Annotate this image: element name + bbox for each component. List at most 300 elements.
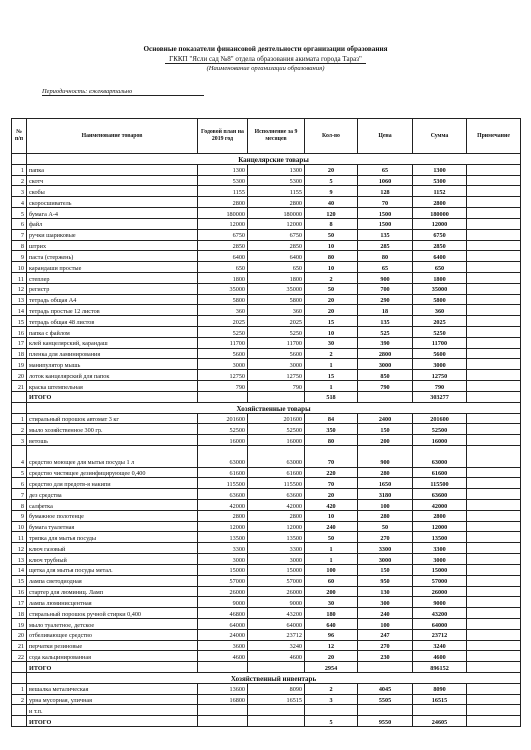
amount: 11700 — [413, 337, 467, 348]
annual-plan: 15000 — [198, 564, 248, 575]
note — [467, 694, 521, 705]
amount: 5600 — [413, 348, 467, 359]
item-name: карандаши простые — [27, 262, 198, 273]
quantity: 20 — [305, 305, 358, 316]
item-name: тетрадь простые 12 листов — [27, 305, 198, 316]
annual-plan: 3000 — [198, 554, 248, 565]
row-number: 12 — [12, 543, 27, 554]
note — [467, 608, 521, 619]
total-amount: 24605 — [413, 716, 467, 727]
item-name: сода кальцинированная — [27, 651, 198, 662]
execution-9m: 16515 — [248, 694, 305, 705]
quantity: 180 — [305, 608, 358, 619]
table-row — [12, 337, 521, 348]
row-number: 4 — [12, 197, 27, 208]
item-name: файл — [27, 218, 198, 229]
row-number: 1 — [12, 413, 27, 424]
note — [467, 272, 521, 283]
note — [467, 445, 521, 467]
amount: 6400 — [413, 251, 467, 262]
col-qty: Кол-во — [305, 119, 358, 154]
total-label: ИТОГО — [27, 391, 198, 402]
execution-9m: 13500 — [248, 532, 305, 543]
annual-plan: 24000 — [198, 629, 248, 640]
annual-plan: 16800 — [198, 694, 248, 705]
execution-9m: 115500 — [248, 478, 305, 489]
amount: 63000 — [413, 445, 467, 467]
item-name: перчатки резиновые — [27, 640, 198, 651]
item-name: средство чистящее дезинфицирующее 0,400 — [27, 467, 198, 478]
quantity: 10 — [305, 240, 358, 251]
quantity: 20 — [305, 489, 358, 500]
execution-9m: 650 — [248, 262, 305, 273]
note — [467, 564, 521, 575]
note — [467, 283, 521, 294]
unit-price: 300 — [358, 597, 413, 608]
execution-9m: 3000 — [248, 359, 305, 370]
unit-price: 80 — [358, 251, 413, 262]
unit-price: 5505 — [358, 694, 413, 705]
execution-9m: 23712 — [248, 629, 305, 640]
amount: 23712 — [413, 629, 467, 640]
unit-price: 270 — [358, 532, 413, 543]
section-header-row — [12, 673, 521, 684]
quantity: 3 — [305, 694, 358, 705]
quantity: 10 — [305, 327, 358, 338]
unit-price: 230 — [358, 651, 413, 662]
row-number: 9 — [12, 510, 27, 521]
row-number: 5 — [12, 467, 27, 478]
item-name: штрих — [27, 240, 198, 251]
row-number: 19 — [12, 618, 27, 629]
table-row — [12, 564, 521, 575]
table-header — [12, 119, 521, 154]
annual-plan: 46800 — [198, 608, 248, 619]
total-row — [12, 391, 521, 402]
table-row — [12, 197, 521, 208]
note — [467, 262, 521, 273]
amount: 1300 — [413, 164, 467, 175]
unit-price: 950 — [358, 575, 413, 586]
execution-9m: 43200 — [248, 608, 305, 619]
item-name: тетрадь общая 48 листов — [27, 316, 198, 327]
total-quantity: 2954 — [305, 662, 358, 673]
annual-plan: 2800 — [198, 510, 248, 521]
amount: 43200 — [413, 608, 467, 619]
unit-price: 247 — [358, 629, 413, 640]
table-row — [12, 316, 521, 327]
amount — [413, 705, 467, 716]
amount: 2800 — [413, 197, 467, 208]
note — [467, 705, 521, 716]
amount: 12000 — [413, 521, 467, 532]
table-row — [12, 597, 521, 608]
row-number: 8 — [12, 500, 27, 511]
row-number: 20 — [12, 370, 27, 381]
execution-9m: 5250 — [248, 327, 305, 338]
quantity: 5 — [305, 175, 358, 186]
execution-9m: 1300 — [248, 164, 305, 175]
execution-9m: 63000 — [248, 445, 305, 467]
table-row — [12, 489, 521, 500]
note — [467, 359, 521, 370]
quantity: 1 — [305, 381, 358, 392]
amount: 15000 — [413, 564, 467, 575]
quantity: 84 — [305, 413, 358, 424]
execution-9m: 61600 — [248, 467, 305, 478]
execution-9m: 12750 — [248, 370, 305, 381]
execution-9m: 3000 — [248, 554, 305, 565]
row-number: 15 — [12, 316, 27, 327]
unit-price: 150 — [358, 564, 413, 575]
row-number: 12 — [12, 283, 27, 294]
table-row — [12, 575, 521, 586]
annual-plan: 6750 — [198, 229, 248, 240]
item-name: мыло туалетное, детское — [27, 618, 198, 629]
execution-9m: 52500 — [248, 424, 305, 435]
note — [467, 413, 521, 424]
quantity: 9 — [305, 186, 358, 197]
execution-9m: 2025 — [248, 316, 305, 327]
item-name: салфетка — [27, 500, 198, 511]
item-name: бумага туалетная — [27, 521, 198, 532]
annual-plan: 790 — [198, 381, 248, 392]
amount: 9000 — [413, 597, 467, 608]
item-name: паста (стержень) — [27, 251, 198, 262]
table-row — [12, 618, 521, 629]
unit-price: 240 — [358, 608, 413, 619]
note — [467, 348, 521, 359]
table-row — [12, 586, 521, 597]
unit-price: 130 — [358, 586, 413, 597]
amount: 57000 — [413, 575, 467, 586]
amount: 5300 — [413, 175, 467, 186]
quantity: 240 — [305, 521, 358, 532]
row-number: 3 — [12, 186, 27, 197]
annual-plan: 5250 — [198, 327, 248, 338]
col-sum: Сумма — [413, 119, 467, 154]
item-name: ключ трубный — [27, 554, 198, 565]
amount: 790 — [413, 381, 467, 392]
annual-plan: 57000 — [198, 575, 248, 586]
row-number: 17 — [12, 337, 27, 348]
unit-price: 135 — [358, 229, 413, 240]
annual-plan: 650 — [198, 262, 248, 273]
annual-plan: 2025 — [198, 316, 248, 327]
annual-plan: 13600 — [198, 683, 248, 694]
annual-plan: 61600 — [198, 467, 248, 478]
item-name: манипулятор мышь — [27, 359, 198, 370]
note — [467, 597, 521, 608]
total-quantity: 518 — [305, 391, 358, 402]
row-number: 3 — [12, 435, 27, 446]
execution-9m: 11700 — [248, 337, 305, 348]
row-number: 11 — [12, 532, 27, 543]
quantity: 50 — [305, 229, 358, 240]
amount: 61600 — [413, 467, 467, 478]
table-row — [12, 500, 521, 511]
note — [467, 186, 521, 197]
unit-price: 3000 — [358, 359, 413, 370]
execution-9m: 57000 — [248, 575, 305, 586]
unit-price: 390 — [358, 337, 413, 348]
row-number: 13 — [12, 294, 27, 305]
quantity: 10 — [305, 262, 358, 273]
section-title: Хозяйственные товары — [27, 402, 521, 413]
quantity: 50 — [305, 532, 358, 543]
annual-plan: 115500 — [198, 478, 248, 489]
note — [467, 327, 521, 338]
execution-9m: 3240 — [248, 640, 305, 651]
item-name: стиральный порошок автомат 3 кг — [27, 413, 198, 424]
execution-9m: 12000 — [248, 218, 305, 229]
item-name: мыло хозяйственное 300 гр. — [27, 424, 198, 435]
execution-9m: 5300 — [248, 175, 305, 186]
table-row — [12, 305, 521, 316]
item-name: лампа светодиодная — [27, 575, 198, 586]
table-body — [12, 154, 521, 727]
unit-price: 900 — [358, 445, 413, 467]
table-row — [12, 327, 521, 338]
table-row — [12, 640, 521, 651]
item-name: дез средства — [27, 489, 198, 500]
note — [467, 640, 521, 651]
quantity: 96 — [305, 629, 358, 640]
section-title: Канцелярские товары — [27, 154, 521, 165]
total-quantity: 5 — [305, 716, 358, 727]
quantity: 30 — [305, 597, 358, 608]
unit-price: 100 — [358, 618, 413, 629]
row-number: 14 — [12, 305, 27, 316]
amount: 63600 — [413, 489, 467, 500]
table-row — [12, 229, 521, 240]
quantity: 220 — [305, 467, 358, 478]
table-row — [12, 251, 521, 262]
note — [467, 337, 521, 348]
annual-plan: 180000 — [198, 208, 248, 219]
execution-9m: 2800 — [248, 197, 305, 208]
unit-price: 135 — [358, 316, 413, 327]
execution-9m: 5600 — [248, 348, 305, 359]
table-row — [12, 435, 521, 446]
unit-price: 280 — [358, 467, 413, 478]
row-number: 1 — [12, 683, 27, 694]
item-name: щетка для мытья посуды метал. — [27, 564, 198, 575]
row-number: 16 — [12, 327, 27, 338]
unit-price: 270 — [358, 640, 413, 651]
row-number: 18 — [12, 608, 27, 619]
annual-plan: 3600 — [198, 640, 248, 651]
row-number: 14 — [12, 564, 27, 575]
quantity: 120 — [305, 208, 358, 219]
row-number: 17 — [12, 597, 27, 608]
table-row — [12, 532, 521, 543]
note — [467, 316, 521, 327]
table-row — [12, 478, 521, 489]
note — [467, 424, 521, 435]
annual-plan: 3300 — [198, 543, 248, 554]
item-name: скотч — [27, 175, 198, 186]
annual-plan: 12000 — [198, 521, 248, 532]
item-name: бумага А-4 — [27, 208, 198, 219]
row-number: 15 — [12, 575, 27, 586]
table-row — [12, 294, 521, 305]
item-name: урна мусорная, уличная — [27, 694, 198, 705]
table-row — [12, 683, 521, 694]
quantity: 2 — [305, 683, 358, 694]
unit-price: 850 — [358, 370, 413, 381]
row-number: 13 — [12, 554, 27, 565]
table-row — [12, 413, 521, 424]
unit-price: 150 — [358, 424, 413, 435]
annual-plan: 4600 — [198, 651, 248, 662]
note — [467, 197, 521, 208]
item-name: папка — [27, 164, 198, 175]
unit-price: 1650 — [358, 478, 413, 489]
item-name: папка с файлом — [27, 327, 198, 338]
table-row — [12, 348, 521, 359]
table-row — [12, 370, 521, 381]
table-row — [12, 629, 521, 640]
execution-9m — [248, 705, 305, 716]
unit-price: 1500 — [358, 208, 413, 219]
table-row — [12, 186, 521, 197]
unit-price: 525 — [358, 327, 413, 338]
unit-price: 4045 — [358, 683, 413, 694]
quantity — [305, 705, 358, 716]
note — [467, 251, 521, 262]
annual-plan: 52500 — [198, 424, 248, 435]
amount: 1152 — [413, 186, 467, 197]
note — [467, 381, 521, 392]
note — [467, 164, 521, 175]
table-row — [12, 240, 521, 251]
note — [467, 489, 521, 500]
amount: 3300 — [413, 543, 467, 554]
amount: 2800 — [413, 510, 467, 521]
quantity: 12 — [305, 640, 358, 651]
table-row — [12, 272, 521, 283]
table-row — [12, 381, 521, 392]
amount: 26000 — [413, 586, 467, 597]
annual-plan: 3000 — [198, 359, 248, 370]
annual-plan: 63000 — [198, 445, 248, 467]
execution-9m: 6750 — [248, 229, 305, 240]
total-price — [358, 662, 413, 673]
quantity: 20 — [305, 164, 358, 175]
table-row — [12, 208, 521, 219]
unit-price: 1500 — [358, 218, 413, 229]
item-name: скоросшиватель — [27, 197, 198, 208]
note — [467, 683, 521, 694]
row-number: 8 — [12, 240, 27, 251]
amount: 180000 — [413, 208, 467, 219]
quantity: 1 — [305, 554, 358, 565]
quantity: 60 — [305, 575, 358, 586]
table-row — [12, 705, 521, 716]
execution-9m: 12000 — [248, 521, 305, 532]
note — [467, 218, 521, 229]
execution-9m: 26000 — [248, 586, 305, 597]
table-row — [12, 521, 521, 532]
col-no: № п/п — [12, 119, 27, 154]
unit-price: 2400 — [358, 413, 413, 424]
note — [467, 240, 521, 251]
quantity: 80 — [305, 251, 358, 262]
annual-plan: 5300 — [198, 175, 248, 186]
section-header-row — [12, 402, 521, 413]
item-name: и т.п. — [27, 705, 198, 716]
note — [467, 543, 521, 554]
note — [467, 521, 521, 532]
annual-plan: 1300 — [198, 164, 248, 175]
annual-plan: 1155 — [198, 186, 248, 197]
row-number: 10 — [12, 262, 27, 273]
note — [467, 435, 521, 446]
quantity: 15 — [305, 370, 358, 381]
total-price: 9550 — [358, 716, 413, 727]
unit-price: 200 — [358, 435, 413, 446]
note — [467, 478, 521, 489]
execution-9m: 360 — [248, 305, 305, 316]
annual-plan: 6400 — [198, 251, 248, 262]
unit-price: 3300 — [358, 543, 413, 554]
amount: 52500 — [413, 424, 467, 435]
quantity: 350 — [305, 424, 358, 435]
row-number: 7 — [12, 489, 27, 500]
annual-plan: 26000 — [198, 586, 248, 597]
table-row — [12, 424, 521, 435]
annual-plan: 5800 — [198, 294, 248, 305]
item-name: ключ газовый — [27, 543, 198, 554]
table-row — [12, 694, 521, 705]
item-name: пленка для ламинирования — [27, 348, 198, 359]
amount: 1800 — [413, 272, 467, 283]
execution-9m: 2850 — [248, 240, 305, 251]
table-row — [12, 175, 521, 186]
row-number: 18 — [12, 348, 27, 359]
table-row — [12, 445, 521, 467]
row-number: 10 — [12, 521, 27, 532]
execution-9m: 4600 — [248, 651, 305, 662]
total-amount: 303277 — [413, 391, 467, 402]
item-name: тетрадь общая А4 — [27, 294, 198, 305]
unit-price: 70 — [358, 197, 413, 208]
amount: 8090 — [413, 683, 467, 694]
item-name: отбеливающее средство — [27, 629, 198, 640]
financial-table — [11, 118, 521, 727]
table-row — [12, 218, 521, 229]
amount: 2850 — [413, 240, 467, 251]
row-number: 20 — [12, 629, 27, 640]
annual-plan: 12000 — [198, 218, 248, 229]
col-name: Наименование товаров — [27, 119, 198, 154]
amount: 3000 — [413, 359, 467, 370]
note — [467, 467, 521, 478]
annual-plan: 1800 — [198, 272, 248, 283]
execution-9m: 2800 — [248, 510, 305, 521]
item-name: средство моющее для мытья посуды 1 л — [27, 445, 198, 467]
item-name: ручки шариковые — [27, 229, 198, 240]
item-name: регистр — [27, 283, 198, 294]
table-row — [12, 608, 521, 619]
unit-price: 65 — [358, 262, 413, 273]
item-name: лоток канцелярский для папок — [27, 370, 198, 381]
quantity: 420 — [305, 500, 358, 511]
quantity: 200 — [305, 586, 358, 597]
note — [467, 500, 521, 511]
quantity: 20 — [305, 294, 358, 305]
